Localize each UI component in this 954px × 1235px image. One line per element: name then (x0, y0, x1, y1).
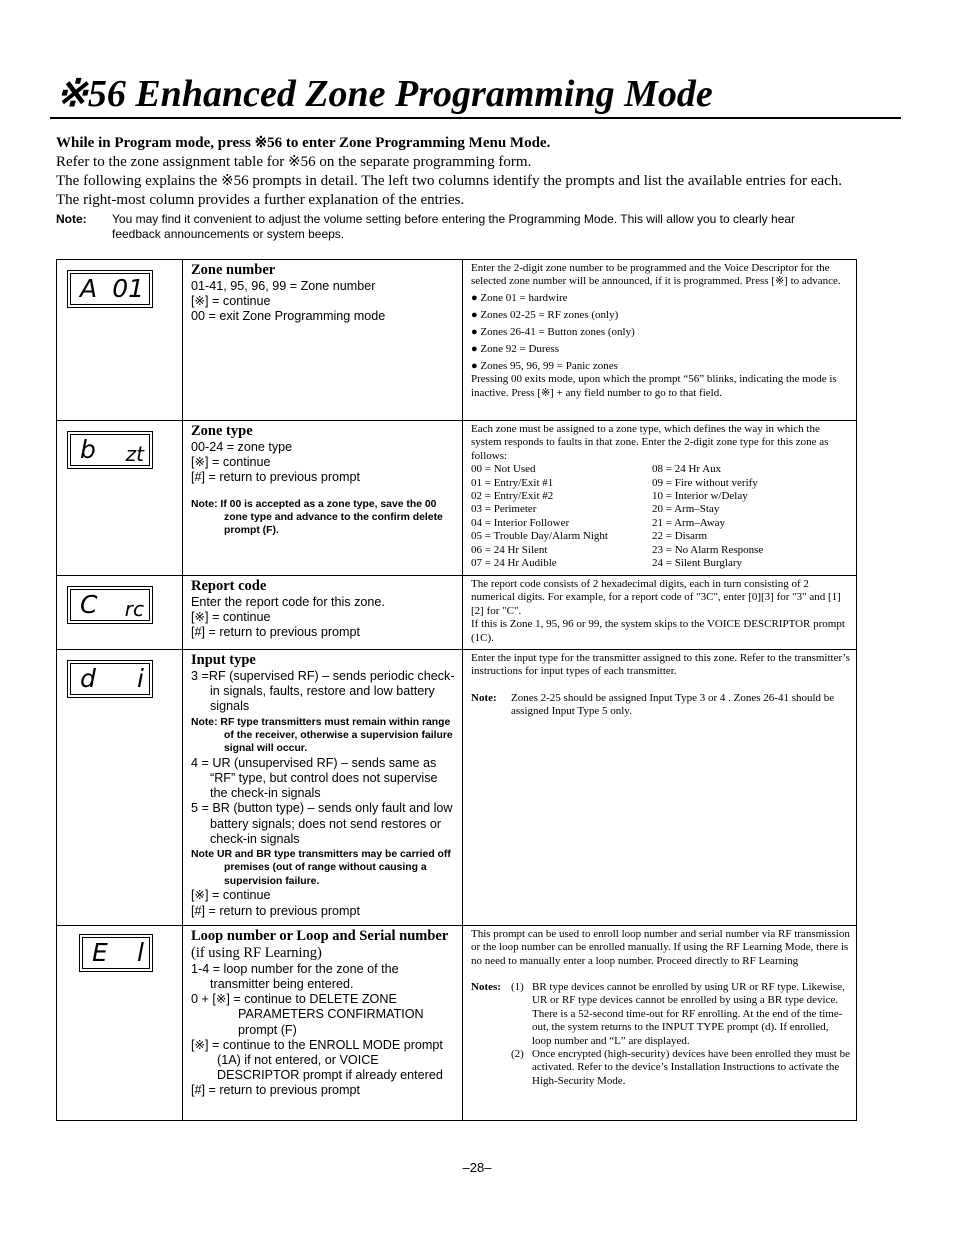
entry-line: 5 = BR (button type) – sends only fault and low battery signals; does not send restores or check-in signals (191, 801, 453, 846)
entry-line: [※] = continue to the ENROLL MODE prompt (1A) if not entered, or VOICE DESCRIPTOR prompt if already entered (191, 1037, 443, 1083)
lcd-prompt-code: i (137, 664, 144, 694)
entry-line: [※] = continue (191, 888, 271, 903)
intro-note-label: Note: (56, 212, 87, 226)
note-number: (2) (511, 1047, 524, 1060)
page-number: –28– (462, 1160, 492, 1175)
prompt-heading-sub: (if using RF Learning) (191, 944, 322, 961)
lcd-prompt-letter: b (80, 435, 96, 464)
prompt-heading: Zone number (191, 262, 276, 278)
entry-line: 0 + [※] = continue to DELETE ZONE PARAMETERS CONFIRMATION prompt (F) (191, 992, 424, 1037)
entry-line: [※] = continue (191, 294, 271, 309)
table-row (57, 925, 857, 1120)
entry-line: [※] = continue (191, 455, 271, 470)
entry-line: [#] = return to previous prompt (191, 903, 361, 918)
entry-line: 01-41, 95, 96, 99 = Zone number (191, 279, 376, 293)
prompt-heading: Report code (191, 578, 267, 594)
prompt-table (56, 259, 857, 1121)
table-row (57, 260, 857, 421)
zone-type-note: Note: If 00 is accepted as a zone type, save the 00 zone type and advance to the confirm delete prompt (F). (191, 498, 443, 537)
intro-instruction: While in Program mode, press ※56 to enter Zone Programming Menu Mode. (56, 135, 551, 151)
note-number: (1) (511, 980, 524, 993)
list-item: 10 = Interior w/Delay (652, 490, 748, 503)
lcd-prompt-code: zt (125, 442, 144, 466)
list-item: ● Zone 01 = hardwire (471, 292, 568, 305)
table-row (57, 650, 857, 926)
entry-line: 1-4 = loop number for the zone of the transmitter being entered. (191, 961, 399, 991)
intro-reference: Refer to the zone assignment table for ※56 on the separate programming form. (56, 154, 532, 170)
note-label: Note: (471, 691, 497, 704)
prompt-description-skip: If this is Zone 1, 95, 96 or 99, the system skips to the VOICE DESCRIPTOR prompt (1C). (471, 618, 845, 644)
prompt-description: This prompt can be used to enroll loop number and serial number via RF transmission or the loop number can be enrolled manually. If using the RF Learning Mode, there is no need to manually enter a loop number. Proceed directly to RF Learning (471, 927, 850, 967)
list-item: 09 = Fire without verify (652, 476, 758, 489)
list-item: ● Zones 02-25 = RF zones (only) (471, 309, 619, 322)
lcd-display (79, 934, 153, 972)
entry-line: [#] = return to previous prompt (191, 470, 361, 485)
list-item: 03 = Perimeter (471, 503, 537, 516)
lcd-display (67, 431, 153, 469)
list-item: 24 = Silent Burglary (652, 557, 743, 570)
list-item: 20 = Arm–Stay (652, 503, 720, 516)
entry-line: [※] = continue (191, 610, 271, 625)
note-text: Once encrypted (high-security) devices have been enrolled they must be activated. Refer to the device’s Installation Instructions to activate the High-Security Mode. (532, 1047, 850, 1087)
lcd-prompt-letter: C (80, 590, 98, 619)
prompt-description: Enter the 2-digit zone number to be programmed and the Voice Descriptor for the selected zone number will be announced, if it is programmed. Press [※] to advance. (471, 262, 841, 288)
prompt-description: The report code consists of 2 hexadecimal digits, each in turn consisting of 2 numerical digits. For example, for a report code of "3C", enter [0][3] for "3" and [1][2] for "C". (471, 578, 841, 617)
lcd-display (67, 660, 153, 698)
notes-label: Notes: (471, 980, 501, 993)
rf-note: Note: RF type transmitters must remain within range of the receiver, otherwise a supervision failure signal will occur. (191, 716, 453, 755)
list-item: 05 = Trouble Day/Alarm Night (471, 530, 608, 543)
list-item: ● Zone 92 = Duress (471, 343, 559, 356)
entry-line: Enter the report code for this zone. (191, 595, 385, 609)
list-item: 07 = 24 Hr Audible (471, 557, 557, 570)
lcd-display (67, 586, 153, 624)
list-item: 06 = 24 Hr Silent (471, 543, 548, 556)
lcd-display (67, 270, 153, 308)
page-title: ※56 Enhanced Zone Programming Mode (56, 73, 713, 115)
intro-explanation: The following explains the ※56 prompts in detail. The left two columns identify the prompts and list the available entries for each. The right-most column provides a further explanation of the entries. (56, 173, 842, 208)
list-item: 02 = Entry/Exit #2 (471, 490, 554, 503)
list-item: 21 = Arm–Away (652, 516, 726, 529)
entry-line: [#] = return to previous prompt (191, 1083, 361, 1098)
list-item: 00 = Not Used (471, 463, 536, 476)
prompt-description-exit: Pressing 00 exits mode, upon which the prompt “56” blinks, indicating the mode is inactive. Press [※] + any field number to go to that field. (471, 373, 837, 399)
lcd-prompt-code: rc (124, 597, 144, 621)
prompt-description: Each zone must be assigned to a zone type, which defines the way in which the system responds to faults in that zone. Enter the 2-digit zone type for this zone as follows: (471, 423, 829, 462)
input-type-note (471, 692, 850, 719)
list-item: 23 = No Alarm Response (652, 543, 764, 556)
ur-br-note: Note UR and BR type transmitters may be carried off premises (out of range without causing a supervision failure. (191, 849, 451, 887)
zone-type-list (471, 463, 850, 570)
entry-line: [#] = return to previous prompt (191, 625, 361, 640)
list-item: ● Zones 95, 96, 99 = Panic zones (471, 359, 618, 372)
title-divider (50, 117, 901, 119)
prompt-heading-main: Loop number or Loop and Serial number (191, 927, 449, 944)
list-item: 04 = Interior Follower (471, 516, 570, 529)
lcd-prompt-letter: d (80, 664, 96, 694)
table-row (57, 576, 857, 650)
note-text: Zones 2-25 should be assigned Input Type 3 or 4 . Zones 26-41 should be assigned Input Type 5 only. (511, 691, 835, 718)
note-text: BR type devices cannot be enrolled by using UR or RF type. Likewise, UR or RF type devices cannot be enrolled by using a BR type device. There is a 52-second time-out for RF enrolling. At the end of the time-out, the system returns to the INPUT TYPE prompt (d). If enrolled, loop number and “L” are displayed. (532, 980, 845, 1047)
lcd-prompt-code: 01 (112, 274, 144, 303)
list-item: 08 = 24 Hr Aux (652, 463, 722, 476)
loop-notes (471, 981, 850, 1088)
prompt-heading: Input type (191, 652, 256, 669)
intro-note (56, 212, 846, 242)
prompt-heading: Zone type (191, 423, 253, 439)
list-item: ● Zones 26-41 = Button zones (only) (471, 326, 635, 339)
prompt-heading (191, 928, 456, 962)
table-row (57, 421, 857, 576)
lcd-prompt-code: l (137, 937, 144, 967)
lcd-prompt-letter: A (80, 274, 98, 303)
intro-note-text: You may find it convenient to adjust the volume setting before entering the Programming Mode. This will allow you to clearly hear feedback announcements or system beeps. (112, 212, 796, 241)
intro-section (56, 134, 842, 210)
entry-line: 3 =RF (supervised RF) – sends periodic check-in signals, faults, restore and low battery signals (191, 669, 455, 714)
entry-line: 00-24 = zone type (191, 440, 293, 454)
list-item: 01 = Entry/Exit #1 (471, 476, 554, 489)
prompt-description: Enter the input type for the transmitter assigned to this zone. Refer to the transmitter’s instructions for input types of each transmitter. (471, 652, 850, 678)
entry-line: 4 = UR (unsupervised RF) – sends same as “RF” type, but control does not supervise the check-in signals (191, 755, 438, 801)
entry-line: 00 = exit Zone Programming mode (191, 309, 386, 324)
lcd-prompt-letter: E (92, 937, 108, 967)
list-item: 22 = Disarm (652, 530, 708, 543)
